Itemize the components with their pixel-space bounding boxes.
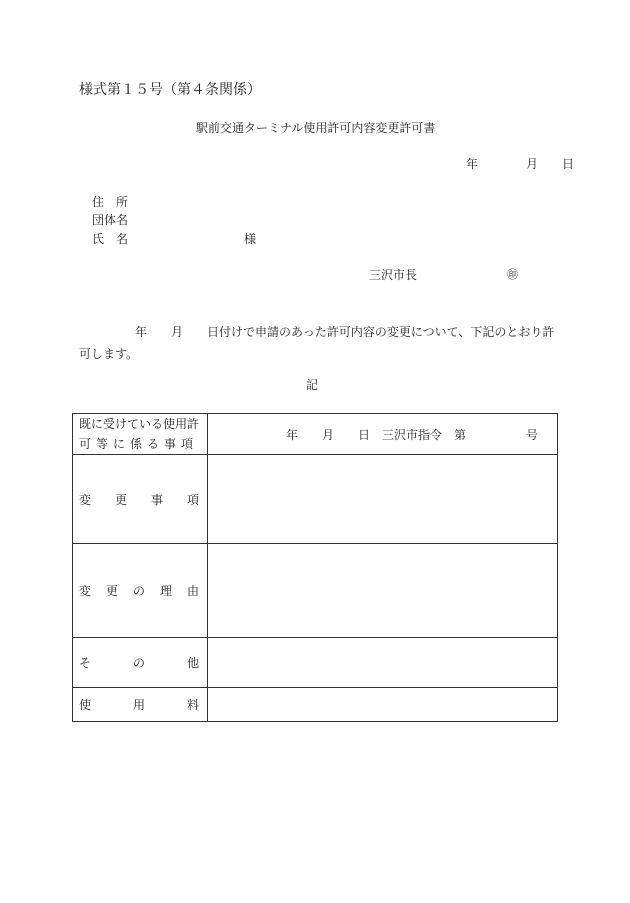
issue-date [466,155,574,172]
label-char: の [132,584,145,598]
group-name-label: 団体名 [92,213,129,227]
label-char: 使 [79,698,92,712]
form-number: 様式第１５号（第４条関係） [79,82,261,98]
label-char: 事 [150,492,163,507]
body-text [79,321,555,365]
other-text [79,654,207,671]
table-row [73,455,558,544]
change-reason-value [208,544,558,638]
other-label [73,638,208,688]
change-items-text [79,491,207,508]
honorific: 様 [244,232,257,246]
ki-heading: 記 [306,378,319,392]
usage-fee-label [73,688,208,722]
seal-mark-icon: ㊞ [507,268,518,281]
label-char: 用 [132,698,145,712]
date-day: 日 [562,157,575,171]
table-row [73,544,558,638]
table-row [73,688,558,722]
label-char: 更 [114,492,127,507]
label-char: そ [79,656,92,670]
usage-fee-text [79,696,207,713]
label-char: 変 [79,584,92,598]
label-char: 更 [105,584,118,598]
document-title: 駅前交通ターミナル使用許可内容変更許可書 [196,121,436,135]
issuer-title: 三沢市長 [369,268,418,282]
name-label: 氏 名 [92,232,129,246]
usage-fee-value [208,688,558,722]
label-char: 他 [186,656,199,670]
label-char: 項 [186,492,199,507]
label-char: 料 [186,698,199,712]
existing-permit-value: 年 月 日 三沢市指令 第 号 [208,414,558,455]
address-label: 住 所 [92,195,129,209]
body-line-1: 年 月 日付けで申請のあった許可内容の変更について、下記のとおり許 [135,325,555,339]
label-char: の [132,656,145,670]
existing-permit-label-line1: 既に受けている使用許 [79,417,200,431]
table-row [73,414,558,455]
change-items-value [208,455,558,544]
change-reason-label [73,544,208,638]
change-items-label [73,455,208,544]
existing-permit-label-line2: 可等に係る事項 [79,437,199,451]
label-char: 由 [186,584,199,598]
existing-permit-label [73,414,208,455]
date-month: 月 [526,157,539,171]
label-char: 変 [79,492,92,507]
body-line-2: 可します。 [79,347,139,361]
permit-change-table [72,413,558,722]
date-year: 年 [466,157,479,171]
label-char: 理 [159,584,172,598]
change-reason-text [79,582,207,599]
other-value [208,638,558,688]
table-row [73,638,558,688]
